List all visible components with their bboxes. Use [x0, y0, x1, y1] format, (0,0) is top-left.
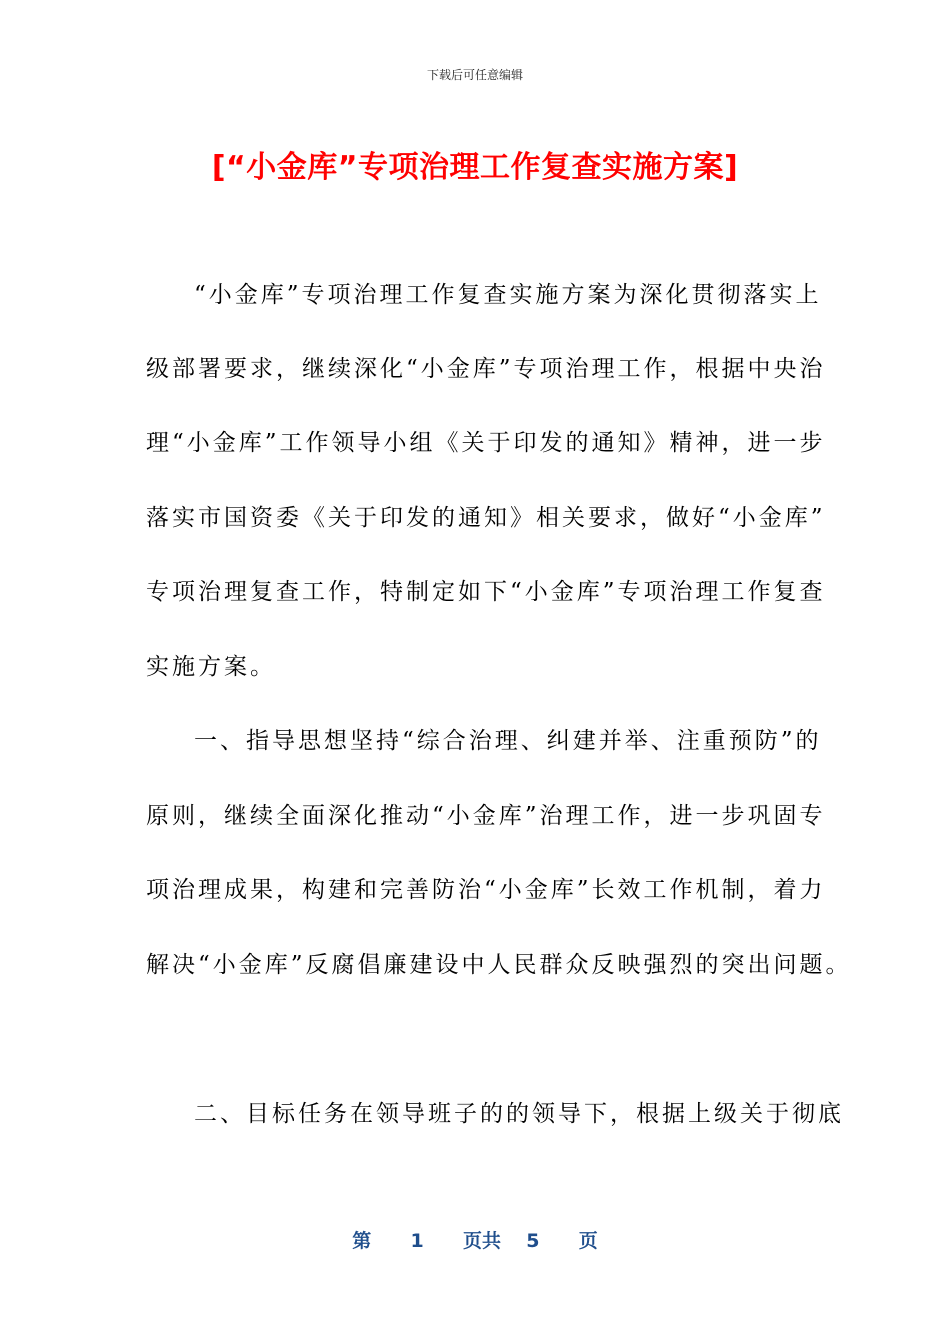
paragraph-1-line-3: 理“小金库”工作领导小组《关于印发的通知》精神，进一步 [146, 430, 826, 456]
paragraph-2-line-1: 一、指导思想坚持“综合治理、纠建并举、注重预防”的 [194, 728, 822, 754]
paragraph-2-line-4: 解决“小金库”反腐倡廉建设中人民群众反映强烈的突出问题。 [146, 952, 852, 978]
paragraph-1-line-5: 专项治理复查工作，特制定如下“小金库”专项治理工作复查 [146, 579, 826, 605]
paragraph-2-line-2: 原则，继续全面深化推动“小金库”治理工作，进一步巩固专 [146, 803, 826, 829]
page-footer [0, 1226, 950, 1253]
paragraph-2-line-3: 项治理成果，构建和完善防治“小金库”长效工作机制，着力 [146, 877, 826, 903]
page-label-prefix: 第 [352, 1230, 372, 1252]
paragraph-1-line-2: 级部署要求，继续深化“小金库”专项治理工作，根据中央治 [146, 356, 826, 382]
document-title: [“小金库”专项治理工作复查实施方案] [211, 150, 739, 185]
current-page-number: 1 [410, 1230, 424, 1252]
header-note: 下载后可任意编辑 [426, 68, 523, 82]
paragraph-1-line-1: “小金库”专项治理工作复查实施方案为深化贯彻落实上 [194, 282, 822, 308]
page-label-suffix: 页 [578, 1230, 598, 1252]
page-label-mid: 页共 [462, 1230, 501, 1252]
total-pages-number: 5 [526, 1230, 540, 1252]
paragraph-3-line-1: 二、目标任务在领导班子的的领导下，根据上级关于彻底 [194, 1101, 844, 1127]
paragraph-1-line-4: 落实市国资委《关于印发的通知》相关要求，做好“小金库” [146, 505, 826, 531]
paragraph-1-line-6: 实施方案。 [146, 654, 276, 680]
